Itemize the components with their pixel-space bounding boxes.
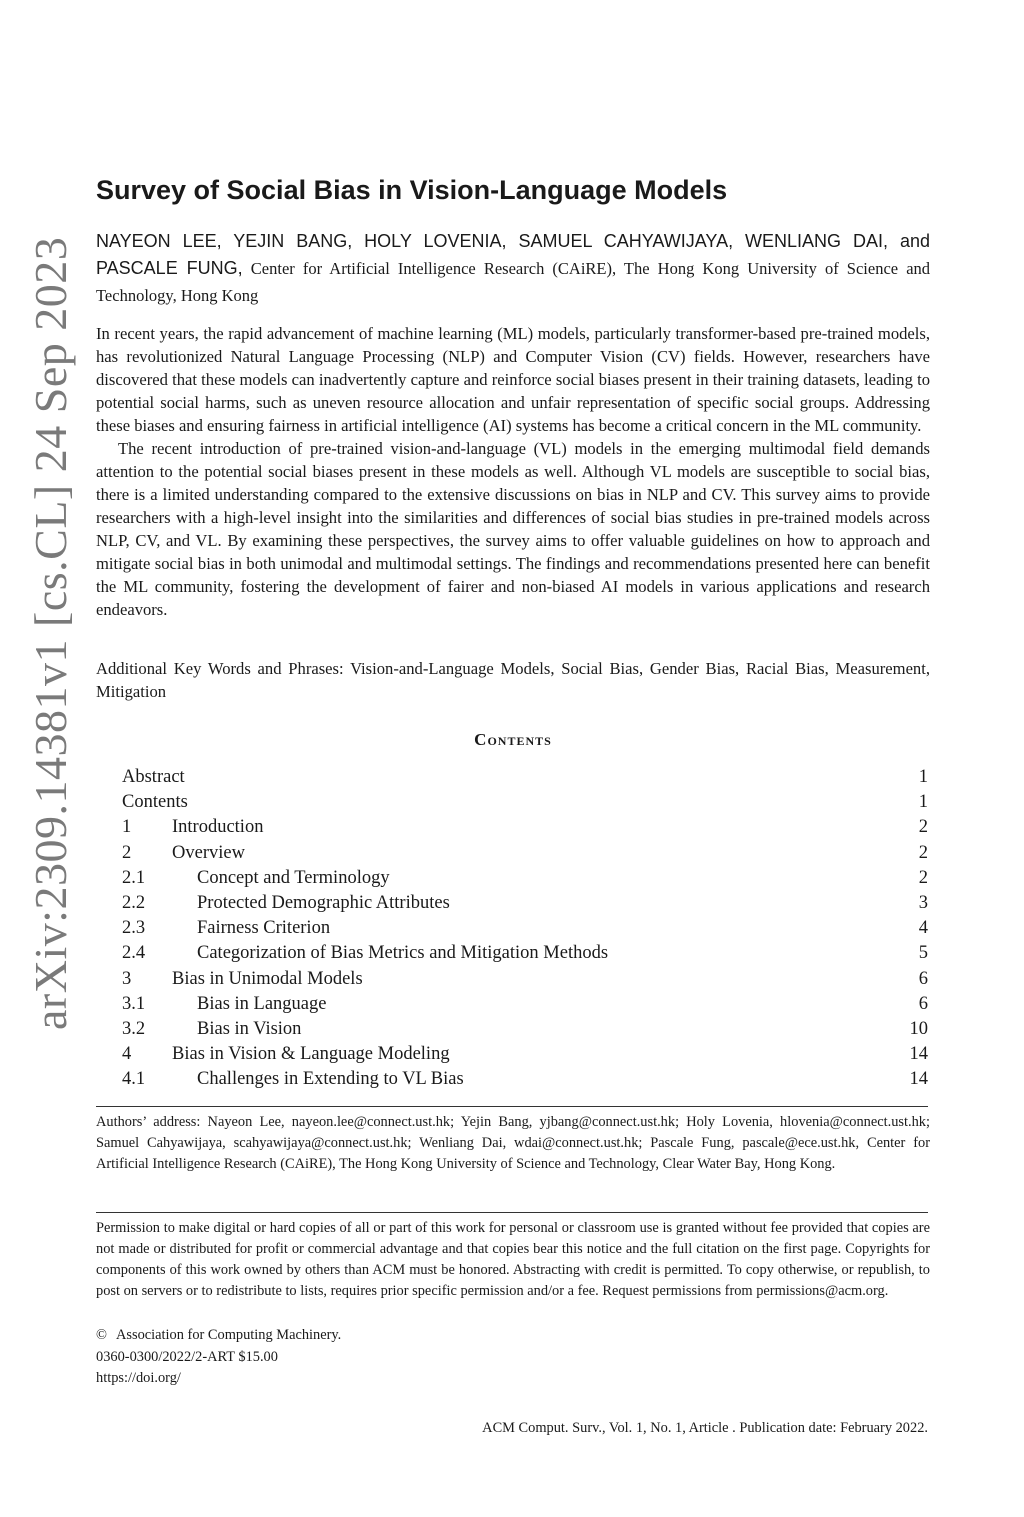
abstract-paragraph-2: The recent introduction of pre-trained vision-and-language (VL) models in the emerging multimodal field demands attention to the potential social biases present in these models as well. Although VL models are susceptible to social bias, there is a limited understanding compared to the extensive discussions on bias in NLP and CV. This survey aims to provide researchers with a high-level insight into the similarities and differences of social bias studies in pre-trained models across NLP, CV, and VL. By examining these perspectives, the survey aims to offer valuable guidelines on how to approach and mitigate social bias in both unimodal and multimodal settings. The findings and recommendations presented here can benefit the ML community, fostering the development of fairer and non-biased AI models in various applications and research endeavors. xyxy=(96,439,930,619)
toc-entry-number: 4.1 xyxy=(122,1069,146,1090)
toc-entry[interactable] xyxy=(122,841,928,866)
contents-heading: Contents xyxy=(474,730,552,749)
abstract xyxy=(96,322,930,621)
toc-entry-label: Bias in Vision xyxy=(197,1018,302,1039)
arxiv-identifier: arXiv:2309.14381v1 [cs.CL] 24 Sep 2023 xyxy=(25,236,76,1030)
table-of-contents xyxy=(122,765,928,1092)
toc-entry[interactable] xyxy=(122,1042,928,1067)
copyright-line xyxy=(96,1325,341,1346)
permission-notice xyxy=(96,1218,930,1302)
toc-entry[interactable] xyxy=(122,891,928,916)
toc-entry-number: 3 xyxy=(122,968,132,989)
running-footer: ACM Comput. Surv., Vol. 1, No. 1, Article . Publication date: February 2022. xyxy=(482,1420,928,1436)
toc-entry-page: 14 xyxy=(909,1044,928,1065)
copyright-text: Association for Computing Machinery. xyxy=(116,1327,342,1343)
toc-entry-label: Bias in Unimodal Models xyxy=(172,968,363,989)
abstract-paragraph-1: In recent years, the rapid advancement of machine learning (ML) models, particularly transformer-based pre-trained models, has revolutionized Natural Language Processing (NLP) and Computer Vision (CV) fields. However, researchers have discovered that these models can inadvertently capture and reinforce social biases present in their training datasets, leading to potential social harms, such as uneven resource allocation and unfair representation of specific social groups. Addressing these biases and ensuring fairness in artificial intelligence (AI) systems has become a critical concern in the ML community. xyxy=(96,324,930,435)
toc-entry[interactable] xyxy=(122,815,928,840)
toc-entry-number: 2.4 xyxy=(122,943,146,964)
toc-entry-label: Concept and Terminology xyxy=(197,867,390,888)
toc-entry[interactable] xyxy=(122,1017,928,1042)
toc-entry-page: 2 xyxy=(918,842,928,863)
toc-entry-page: 4 xyxy=(918,918,928,939)
toc-entry-number: 2.3 xyxy=(122,918,146,939)
paper-title: Survey of Social Bias in Vision-Language Models xyxy=(96,175,728,205)
toc-entry-label: Abstract xyxy=(122,767,185,787)
toc-entry-page: 5 xyxy=(918,943,928,964)
toc-entry-label: Bias in Vision & Language Modeling xyxy=(172,1044,450,1065)
toc-entry-label: Categorization of Bias Metrics and Mitigation Methods xyxy=(197,943,609,964)
toc-entry-page: 1 xyxy=(918,792,928,813)
toc-entry-label: Challenges in Extending to VL Bias xyxy=(197,1069,464,1090)
permission-divider xyxy=(96,1212,928,1213)
toc-entry-number: 3.1 xyxy=(122,993,146,1014)
author-names: NAYEON LEE, YEJIN BANG, HOLY LOVENIA, SAMUEL CAHYAWIJAYA, WENLIANG DAI, and PASCALE FUNG, xyxy=(96,231,930,278)
toc-entry-number: 4 xyxy=(122,1044,132,1065)
toc-entry-number: 2 xyxy=(122,842,132,863)
toc-entry-number: 2.1 xyxy=(122,867,146,888)
toc-entry-page: 2 xyxy=(918,817,928,838)
toc-entry-number: 3.2 xyxy=(122,1018,146,1039)
toc-entry[interactable] xyxy=(122,916,928,941)
authors-address: Authors’ address: Nayeon Lee, nayeon.lee@connect.ust.hk; Yejin Bang, yjbang@connect.ust.hk; Holy Lovenia, hlovenia@connect.ust.hk; Samuel Cahyawijaya, scahyawijaya@connect.ust.hk; Wenliang Dai, wdai@connect.ust.hk; Pascale Fung, pascale@ece.ust.hk, Center for Artificial Intelligence Research (CAiRE), The Hong Kong University of Science and Technology, Clear Water Bay, Hong Kong. xyxy=(96,1114,930,1172)
toc-entry-number: 1 xyxy=(122,817,132,838)
issn-price: 0360-0300/2022/2-ART $15.00 xyxy=(96,1349,278,1365)
toc-entry-page: 2 xyxy=(918,867,928,888)
toc-entry-label: Contents xyxy=(122,792,188,813)
toc-entry-page: 10 xyxy=(909,1018,928,1039)
toc-entry[interactable] xyxy=(122,992,928,1017)
toc-entry-label: Bias in Language xyxy=(197,993,327,1014)
permission-text: Permission to make digital or hard copies of all or part of this work for personal or classroom use is granted without fee provided that copies are not made or distributed for profit or commercial advantage and that copies bear this notice and the full citation on the first page. Copyrights for components of this work owned by others than ACM must be honored. Abstracting with credit is permitted. To copy otherwise, or republish, to post on servers or to redistribute to lists, requires prior specific permission and/or a fee. Request permissions from permissions@acm.org. xyxy=(96,1220,930,1299)
toc-entry[interactable] xyxy=(122,941,928,966)
toc-entry-page: 3 xyxy=(918,892,928,913)
keywords: Additional Key Words and Phrases: Vision-and-Language Models, Social Bias, Gender Bias, Racial Bias, Measurement, Mitigation xyxy=(96,659,930,701)
author-affiliation: Center for Artificial Intelligence Research (CAiRE), The Hong Kong University of Science and Technology, Hong Kong xyxy=(96,259,931,305)
toc-entry-label: Introduction xyxy=(172,817,264,838)
toc-entry-page: 6 xyxy=(918,993,928,1014)
toc-entry-label: Overview xyxy=(172,842,245,863)
author-block xyxy=(96,228,930,309)
toc-entry[interactable] xyxy=(122,765,928,790)
toc-entry-number: 2.2 xyxy=(122,892,146,913)
toc-entry[interactable] xyxy=(122,967,928,992)
toc-entry[interactable] xyxy=(122,1067,928,1092)
toc-entry-label: Protected Demographic Attributes xyxy=(197,892,450,913)
doi-link[interactable]: https://doi.org/ xyxy=(96,1370,181,1386)
toc-entry[interactable] xyxy=(122,866,928,891)
toc-entry-page: 1 xyxy=(918,767,928,787)
toc-entry-page: 6 xyxy=(918,968,928,989)
toc-entry-page: 14 xyxy=(909,1069,928,1090)
toc-entry[interactable] xyxy=(122,790,928,815)
toc-entry-label: Fairness Criterion xyxy=(197,918,331,939)
copyright-icon: © xyxy=(96,1327,107,1343)
footnote-divider xyxy=(96,1106,928,1107)
